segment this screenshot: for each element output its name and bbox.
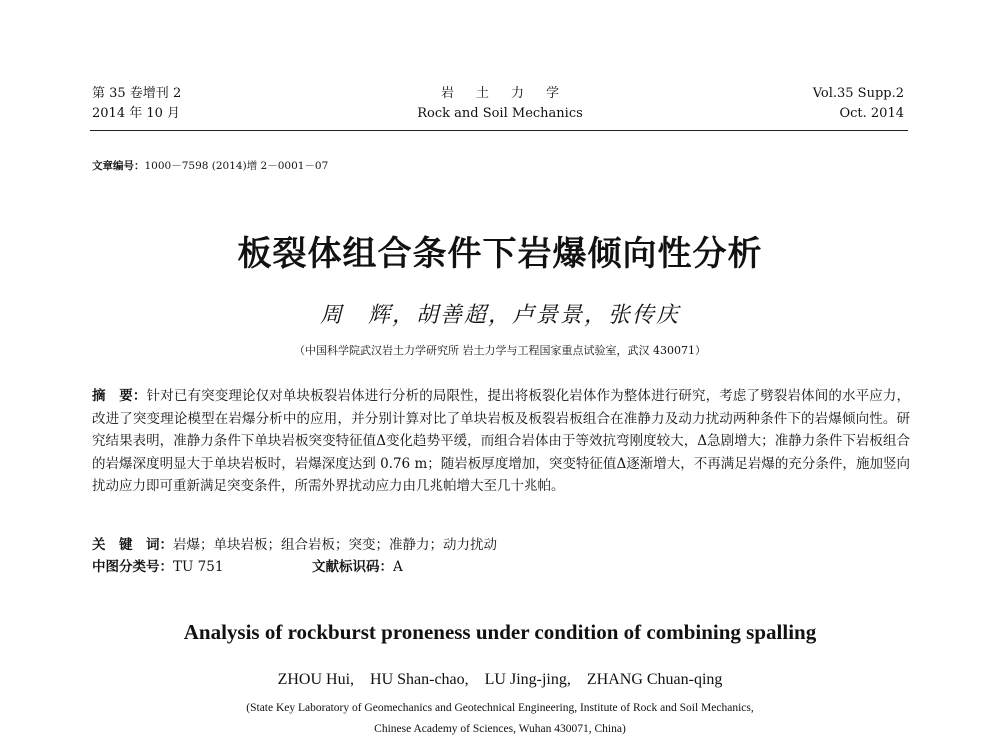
keywords (92, 533, 497, 553)
classification (92, 555, 223, 575)
header-rule (90, 130, 908, 131)
header-right (813, 84, 904, 124)
abstract (92, 385, 910, 498)
classification-value: TU 751 (173, 559, 224, 575)
abstract-label: 摘 要： (92, 388, 147, 404)
article-number-value: 1000－7598 (2014)增 2－0001－07 (144, 160, 329, 172)
abstract-text: 针对已有突变理论仅对单块板裂岩体进行分析的局限性，提出将板裂化岩体作为整体进行研究，考虑了劈裂岩体间的水平应力，改进了突变理论模型在岩爆分析中的应用，并分别计算对比了单块岩板及板裂岩板组合在准静力及动力扰动两种条件下的岩爆倾向性。研究结果表明，准静力条件下单块岩板突变特征值Δ变化趋势平缓，而组合岩体由于等效抗弯刚度较大，Δ急剧增大；准静力条件下岩板组合的岩爆深度明显大于单块岩板时，岩爆深度达到 0.76 m；随岩板厚度增加，突变特征值Δ逐渐增大，不再满足岩爆的充分条件，施加竖向扰动应力即可重新满足突变条件，所需外界扰动应力由几兆帕增大至几十兆帕。 (92, 388, 911, 495)
keywords-text: 岩爆；单块岩板；组合岩板；突变；准静力；动力扰动 (173, 537, 497, 553)
title-cn: 板裂体组合条件下岩爆倾向性分析 (237, 234, 763, 274)
title-en: Analysis of rockburst proneness under condition of combining spalling (183, 620, 817, 644)
affiliation-en-line2: Chinese Academy of Sciences, Wuhan 430071, China) (374, 723, 626, 735)
document-code-label: 文献标识码： (312, 559, 393, 575)
affiliation-en-line1: (State Key Laboratory of Geomechanics and Geotechnical Engineering, Institute of Rock and Soil Mechanics, (246, 702, 754, 714)
classification-label: 中图分类号： (92, 559, 173, 575)
journal-name-en: Rock and Soil Mechanics (417, 106, 583, 121)
article-number-label: 文章编号： (92, 160, 145, 172)
affiliation-en (0, 698, 1000, 740)
date-cn: 2014 年 10 月 (92, 106, 181, 121)
authors-en: ZHOU Hui, HU Shan-chao, LU Jing-jing, ZHANG Chuan-qing (277, 671, 723, 688)
journal-name-cn: 岩土力学 (440, 86, 581, 101)
volume-en: Vol.35 Supp.2 (812, 86, 904, 101)
volume-cn: 第 35 卷增刊 2 (92, 86, 182, 101)
authors-cn: 周 辉，胡善超，卢景景，张传庆 (319, 303, 680, 328)
document-code-value: A (393, 559, 403, 575)
document-code (312, 555, 403, 575)
keywords-label: 关 键 词： (92, 537, 173, 553)
article-number (92, 158, 328, 173)
affiliation-cn: （中国科学院武汉岩土力学研究所 岩土力学与工程国家重点试验室，武汉 430071） (294, 344, 706, 357)
date-en: Oct. 2014 (839, 106, 904, 121)
